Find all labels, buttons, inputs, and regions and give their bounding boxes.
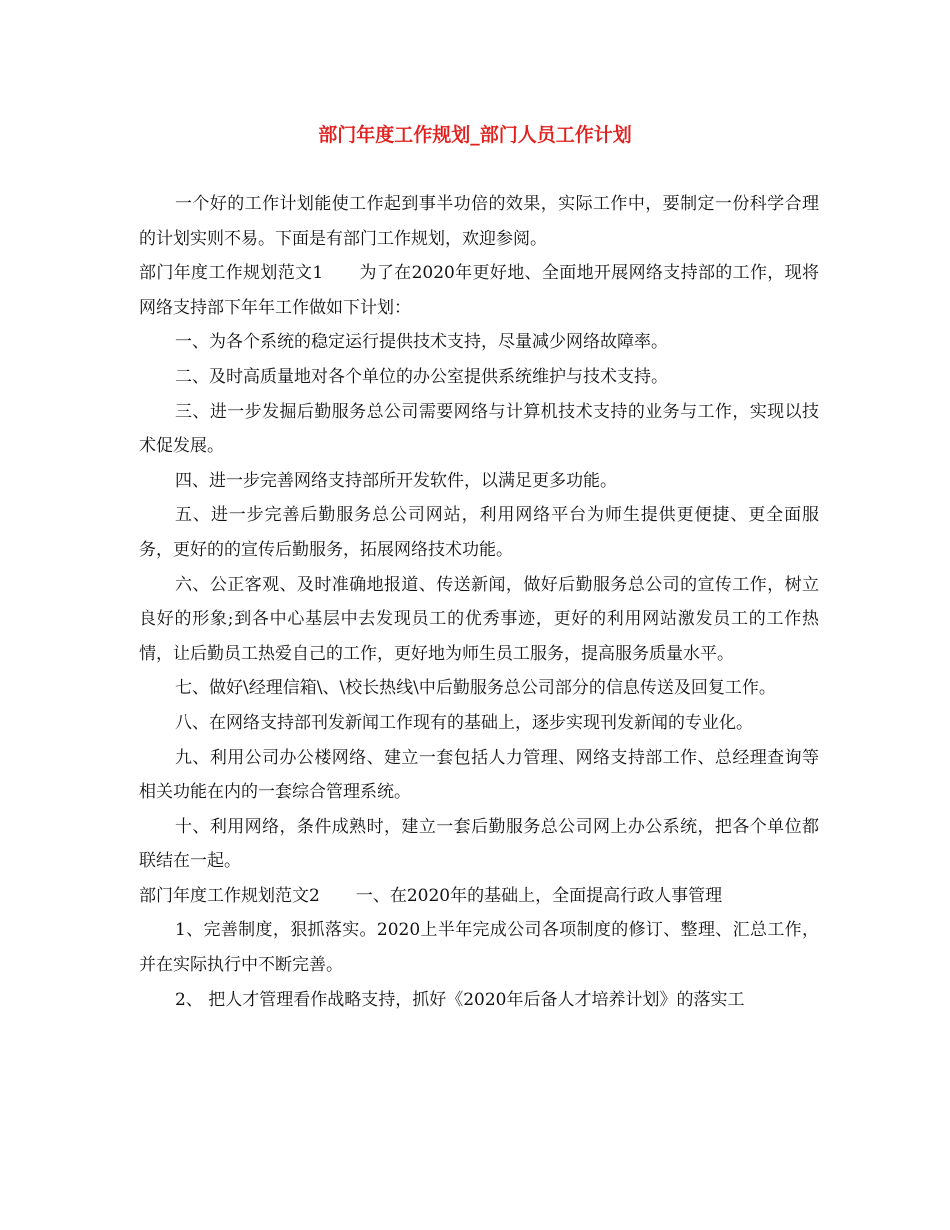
sample1-item-7: 七、做好\经理信箱\、\校长热线\中后勤服务总公司部分的信息传送及回复工作。: [175, 678, 776, 699]
sample1-paragraph: [139, 256, 819, 325]
document-body: [139, 187, 819, 1017]
sample1-item-5: 五、进一步完善后勤服务总公司网站，利用网络平台为师生提供更便捷、更全面服务，更好的的宣传后勤服务，拓展网络技术功能。: [139, 505, 819, 560]
document-title: 部门年度工作规划_部门人员工作计划: [318, 124, 632, 146]
sample2-paragraph: [139, 879, 819, 914]
sample2-item-2: 2、 把人才管理看作战略支持，抓好《2020年后备人才培养计划》的落实工: [175, 989, 745, 1010]
sample1-item-2: 二、及时高质量地对各个单位的办公室提供系统维护与技术支持。: [175, 366, 668, 387]
sample1-heading: 部门年度工作规划范文1: [139, 263, 324, 284]
sample1-item-1: 一、为各个系统的稳定运行提供技术支持，尽量减少网络故障率。: [175, 332, 668, 353]
intro-paragraph: 一个好的工作计划能使工作起到事半功倍的效果，实际工作中，要制定一份科学合理的计划实则不易。下面是有部门工作规划，欢迎参阅。: [139, 194, 819, 249]
sample2-heading: 部门年度工作规划范文2: [139, 885, 320, 906]
sample1-item-8: 八、在网络支持部刊发新闻工作现有的基础上，逐步实现刊发新闻的专业化。: [175, 712, 753, 733]
sample1-item-4: 四、进一步完善网络支持部所开发软件，以满足更多功能。: [175, 470, 617, 491]
sample1-lead: 为了在2020年更好地、全面地开展网络支持部的工作，现将网络支持部下年年工作做如下计划：: [139, 263, 819, 318]
sample1-item-9: 九、利用公司办公楼网络、建立一套包括人力管理、网络支持部工作、总经理查询等相关功能在内的一套综合管理系统。: [139, 747, 819, 803]
sample1-item-6: 六、公正客观、及时准确地报道、传送新闻，做好后勤服务总公司的宣传工作，树立良好的形象;到各中心基层中去发现员工的优秀事迹，更好的利用网站激发员工的工作热情，让后勤员工热爱自己的工作，更好地为师生员工服务，提高服务质量水平。: [139, 574, 819, 664]
sample2-lead: 一、在2020年的基础上，全面提高行政人事管理: [355, 885, 723, 906]
sample1-item-10: 十、利用网络，条件成熟时，建立一套后勤服务总公司网上办公系统，把各个单位都联结在一起。: [139, 816, 819, 872]
sample2-item-1: 1、完善制度，狠抓落实。2020上半年完成公司各项制度的修订、整理、汇总工作，并在实际执行中不断完善。: [139, 920, 819, 976]
sample1-item-3: 三、进一步发掘后勤服务总公司需要网络与计算机技术支持的业务与工作，实现以技术促发展。: [139, 401, 819, 457]
